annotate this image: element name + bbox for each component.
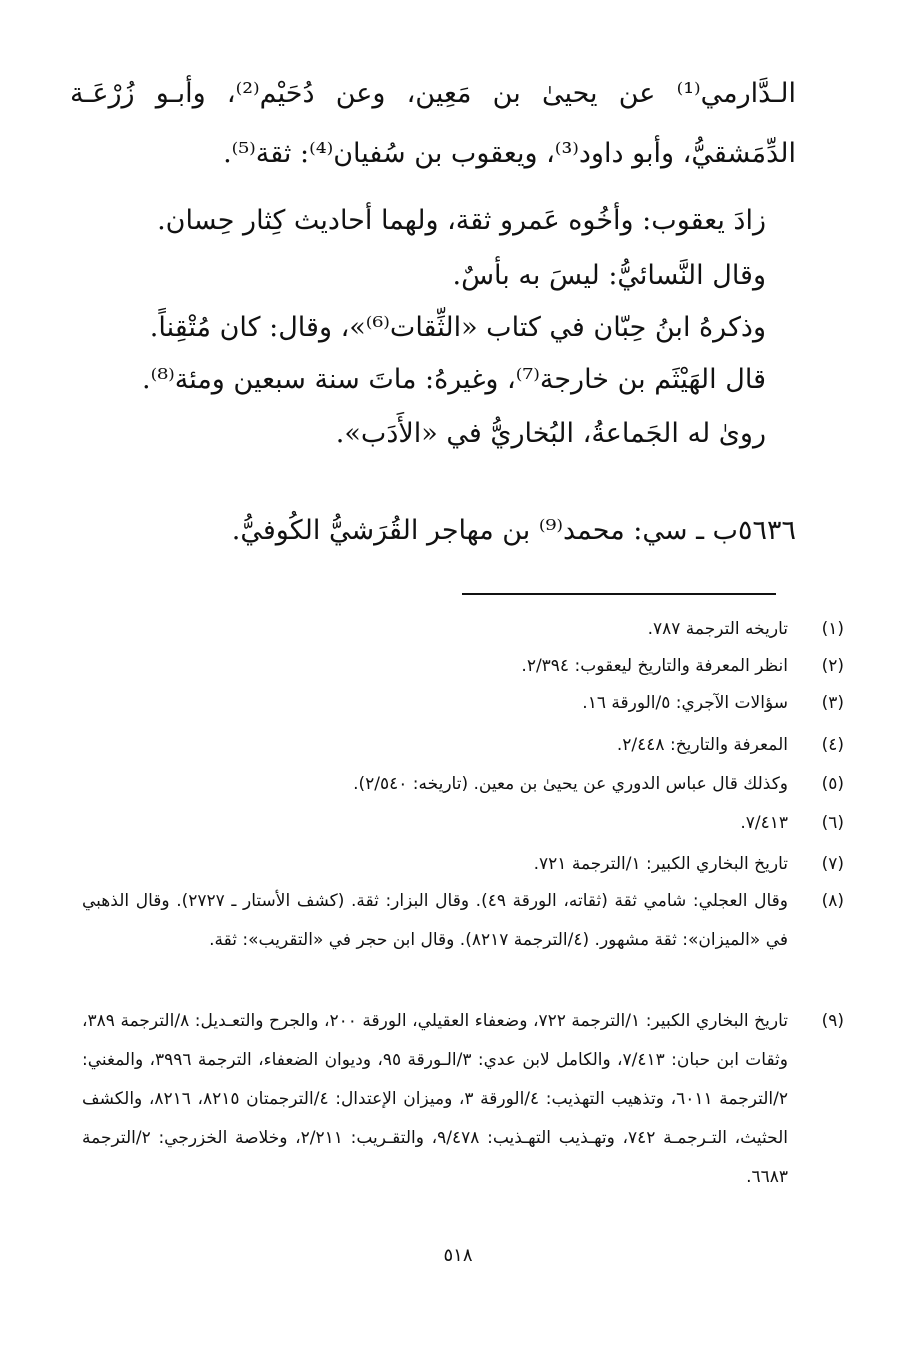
footnote-text: انظر المعرفة والتاريخ ليعقوب: ٢/٣٩٤. [521, 656, 788, 676]
body-line-7: رویٰ له الجَماعةُ، البُخاريُّ في «الأَدَب». [335, 418, 766, 449]
body-line-1: الـدَّارمي⁽¹⁾ عن يحيىٰ بن مَعِين، وعن دُحَيْم⁽²⁾، وأبـو زُرْعَـة [70, 78, 796, 109]
page-number: ٥١٨ [443, 1245, 473, 1266]
footnote-number: (٤) [821, 735, 844, 755]
footnote-number: (٥) [821, 774, 844, 794]
footnote-number: (٦) [821, 813, 844, 833]
footnote-3 [82, 684, 844, 723]
footnote-number: (٩) [821, 1011, 844, 1031]
footnote-6 [82, 804, 844, 843]
footnote-number: (١) [821, 619, 844, 639]
footnote-8 [82, 882, 844, 960]
footnote-4 [82, 726, 844, 765]
footnote-number: (٨) [821, 891, 844, 911]
footnote-1 [82, 610, 844, 649]
footnote-7 [82, 845, 844, 884]
footnote-text: تاريخ البخاري الكبير: ١/الترجمة ٧٢٢، وضعفاء العقيلي، الورقة ٢٠٠، والجرح والتعـديل: ٨/الترجمة ٣٨٩، وثقات ابن حبان: ٧/٤١٣، والكامل لابن عدي: ٣/الـورقة ٩٥، وديوان الضعفاء، الترجمة ٣٩٩٦، والمغني: ٢/الترجمة ٦٠١١، وتذهيب التهذيب: ٤/الورقة ٣، وميزان الإعتدال: ٤/الترجمتان ٨٢١٥، ٨٢١٦، والكشف الحثيث، التـرجمـة ٧٤٢، وتهـذيب التهـذيب: ٩/٤٧٨، والتقـريب: ٢/٢١١، وخلاصة الخزرجي: ٢/الترجمة ٦٦٨٣. [82, 1011, 789, 1187]
body-line-6: قال الهَيْثَم بن خارجة⁽⁷⁾، وغيرهُ: ماتَ سنة سبعين ومئة⁽⁸⁾. [142, 364, 766, 395]
footnote-number: (٧) [821, 854, 844, 874]
footnote-text: تاريخه الترجمة ٧٨٧. [647, 619, 788, 639]
body-line-2: الدِّمَشقيُّ، وأبو داود⁽³⁾، ويعقوب بن سُفيان⁽⁴⁾: ثقة⁽⁵⁾. [223, 138, 796, 169]
footnote-number: (٣) [821, 693, 844, 713]
footnote-text: سؤالات الآجري: ٥/الورقة ١٦. [582, 693, 788, 713]
footnote-2 [82, 647, 844, 686]
footnote-text: تاريخ البخاري الكبير: ١/الترجمة ٧٢١. [533, 854, 788, 874]
footnote-5 [82, 765, 844, 804]
body-line-5: وذكرهُ ابنُ حِبّان في كتاب «الثِّقات⁽⁶⁾»، وقال: كان مُتْقِناً. [149, 312, 766, 343]
footnote-9 [82, 1002, 844, 1197]
footnote-text: ٧/٤١٣. [740, 813, 788, 833]
body-line-3: زادَ يعقوب: وأخُوه عَمرو ثقة، ولهما أحاديث كِثار حِسان. [157, 205, 766, 236]
footnote-number: (٢) [821, 656, 844, 676]
footnote-text: وكذلك قال عباس الدوري عن يحيىٰ بن معين. (تاريخه: ٢/٥٤٠). [353, 774, 788, 794]
body-line-4: وقال النَّسائيُّ: ليسَ به بأسٌ. [452, 260, 766, 291]
footnote-text: وقال العجلي: شامي ثقة (ثقاته، الورقة ٤٩). وقال البزار: ثقة. (كشف الأستار ـ ٢٧٢٧). وقال الذهبي في «الميزان»: ثقة مشهور. (٤/الترجمة ٨٢١٧). وقال ابن حجر في «التقريب»: ثقة. [82, 891, 788, 950]
biography-entry-heading: ٥٦٣٦ب ـ سي: محمد⁽⁹⁾ بن مهاجر القُرَشيُّ الكُوفيُّ. [231, 515, 796, 546]
footnote-separator [462, 593, 776, 595]
footnote-text: المعرفة والتاريخ: ٢/٤٤٨. [616, 735, 788, 755]
